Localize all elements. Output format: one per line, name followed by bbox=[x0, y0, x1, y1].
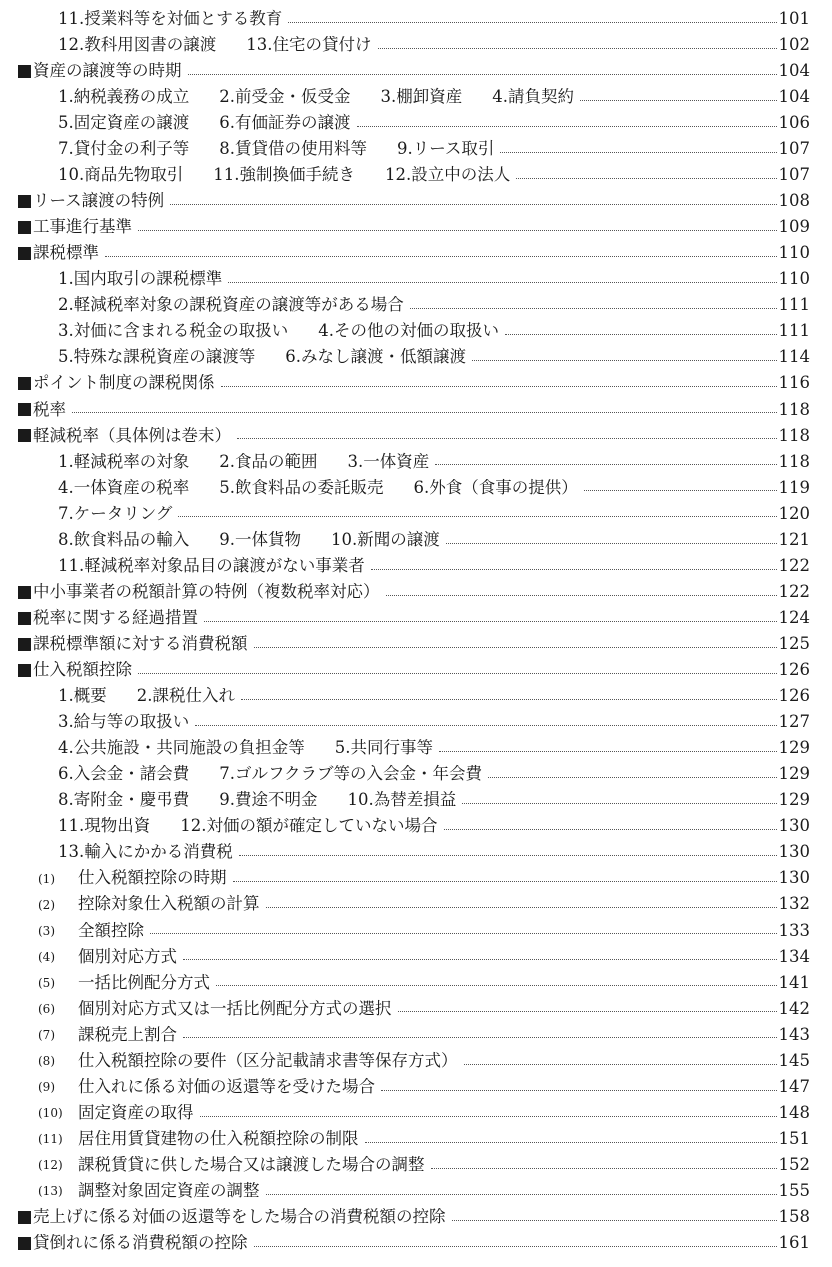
toc-section-entry[interactable] bbox=[0, 214, 832, 240]
page-number: 116 bbox=[778, 373, 810, 393]
toc-item-label: 仕入税額控除の要件（区分記載請求書等保存方式） bbox=[78, 1050, 458, 1070]
toc-entry-title bbox=[58, 349, 466, 366]
square-bullet-icon bbox=[18, 221, 31, 234]
item-number: (13) bbox=[38, 1184, 63, 1199]
toc-section-entry[interactable] bbox=[0, 58, 832, 84]
dot-leader bbox=[580, 100, 777, 101]
toc-item-label: 10.為替差損益 bbox=[347, 790, 457, 810]
page-number: 122 bbox=[778, 555, 810, 575]
toc-entry[interactable] bbox=[0, 866, 832, 892]
toc-item-label: 12.対価の額が確定していない場合 bbox=[180, 816, 438, 836]
page-number: 126 bbox=[778, 660, 810, 679]
toc-entry[interactable] bbox=[0, 475, 832, 501]
dot-leader bbox=[398, 1011, 777, 1012]
toc-entry-title bbox=[18, 245, 99, 262]
toc-entry-title bbox=[38, 870, 227, 887]
toc-entry-title bbox=[38, 1076, 375, 1096]
square-bullet-icon bbox=[18, 65, 31, 78]
square-bullet-icon bbox=[18, 1237, 31, 1250]
toc-entry-title bbox=[58, 112, 351, 132]
dot-leader bbox=[216, 985, 777, 986]
dot-leader bbox=[254, 647, 777, 648]
toc-entry-title bbox=[18, 662, 132, 679]
toc-entry[interactable] bbox=[0, 1152, 832, 1178]
toc-entry-title bbox=[38, 972, 210, 992]
toc-entry-title bbox=[38, 1024, 177, 1044]
page-number: 109 bbox=[778, 217, 810, 237]
toc-item-label: 2.食品の範囲 bbox=[219, 451, 318, 471]
square-bullet-icon bbox=[18, 377, 31, 390]
toc-entry[interactable] bbox=[0, 814, 832, 840]
page-number: 125 bbox=[778, 633, 810, 653]
toc-entry-title bbox=[58, 714, 189, 731]
dot-leader bbox=[266, 907, 777, 908]
toc-entry-title bbox=[18, 633, 248, 653]
toc-entry[interactable] bbox=[0, 1178, 832, 1204]
toc-item-label: 個別対応方式 bbox=[78, 946, 177, 966]
dot-leader bbox=[233, 881, 777, 882]
dot-leader bbox=[138, 673, 777, 674]
toc-entry[interactable] bbox=[0, 944, 832, 970]
toc-entry-title bbox=[38, 998, 392, 1018]
page-number: 121 bbox=[778, 529, 810, 549]
toc-item-label: 1.納税義務の成立 bbox=[58, 86, 190, 106]
toc-item-label: 6.入会金・諸会費 bbox=[58, 764, 190, 784]
page-number: 118 bbox=[778, 425, 810, 445]
page-number: 102 bbox=[778, 34, 810, 54]
toc-entry-title bbox=[38, 1050, 458, 1070]
dot-leader bbox=[138, 230, 777, 231]
item-number: (12) bbox=[38, 1158, 63, 1173]
toc-entry[interactable] bbox=[0, 84, 832, 110]
toc-entry-title bbox=[18, 425, 231, 445]
toc-section-entry[interactable] bbox=[0, 188, 832, 214]
page-number: 104 bbox=[778, 86, 810, 106]
toc-section-entry[interactable] bbox=[0, 423, 832, 449]
toc-item-label: 一括比例配分方式 bbox=[78, 972, 210, 992]
page-number: 133 bbox=[778, 920, 810, 940]
toc-entry-title bbox=[38, 920, 144, 940]
page-number: 114 bbox=[778, 347, 810, 367]
item-number: (10) bbox=[38, 1106, 63, 1121]
page-number: 127 bbox=[778, 712, 810, 732]
toc-item-label: 3.一体資産 bbox=[347, 451, 430, 471]
toc-entry[interactable] bbox=[0, 788, 832, 814]
toc-item-label: 仕入れに係る対価の返還等を受けた場合 bbox=[78, 1076, 375, 1096]
dot-leader bbox=[386, 595, 777, 596]
toc-item-label: 全額控除 bbox=[78, 920, 144, 940]
toc-item-label: 3.対価に含まれる税金の取扱い bbox=[58, 321, 289, 341]
toc-entry-title bbox=[18, 1209, 446, 1226]
page-number: 129 bbox=[778, 738, 810, 758]
dot-leader bbox=[439, 751, 777, 752]
dot-leader bbox=[464, 1064, 777, 1065]
dot-leader bbox=[72, 412, 777, 413]
item-number: (9) bbox=[38, 1080, 55, 1095]
dot-leader bbox=[357, 126, 777, 127]
page-number: 124 bbox=[778, 607, 810, 627]
toc-entry-title bbox=[58, 86, 574, 106]
toc-entry[interactable] bbox=[0, 970, 832, 996]
dot-leader bbox=[254, 1246, 777, 1247]
toc-item-label: 2.前受金・仮受金 bbox=[219, 86, 351, 106]
toc-entry[interactable] bbox=[0, 110, 832, 136]
toc-item-label: 税率に関する経過措置 bbox=[33, 607, 198, 627]
toc-item-label: 固定資産の取得 bbox=[78, 1102, 194, 1122]
dot-leader bbox=[105, 256, 777, 257]
toc-item-label: 1.概要 bbox=[58, 686, 107, 706]
square-bullet-icon bbox=[18, 664, 31, 677]
toc-entry-title bbox=[38, 1154, 425, 1174]
page-number: 118 bbox=[778, 451, 810, 471]
toc-item-label: 仕入税額控除の時期 bbox=[78, 868, 227, 888]
toc-section-entry[interactable] bbox=[0, 371, 832, 397]
dot-leader bbox=[435, 464, 776, 465]
dot-leader bbox=[584, 490, 777, 491]
toc-entry-title bbox=[58, 792, 456, 809]
toc-entry[interactable] bbox=[0, 32, 832, 58]
dot-leader bbox=[241, 699, 777, 700]
dot-leader bbox=[239, 855, 777, 856]
page-number: 101 bbox=[778, 8, 810, 28]
toc-entry[interactable] bbox=[0, 136, 832, 162]
page-number: 108 bbox=[778, 191, 810, 211]
toc-entry[interactable] bbox=[0, 840, 832, 866]
toc-item-label: 5.特殊な課税資産の譲渡等 bbox=[58, 347, 256, 367]
page-number: 148 bbox=[778, 1102, 810, 1122]
toc-entry-title bbox=[58, 141, 494, 158]
toc-entry[interactable] bbox=[0, 892, 832, 918]
toc-item-label: 課税売上割合 bbox=[78, 1024, 177, 1044]
dot-leader bbox=[462, 803, 776, 804]
dot-leader bbox=[516, 178, 776, 179]
dot-leader bbox=[446, 543, 777, 544]
dot-leader bbox=[195, 725, 776, 726]
page-number: 119 bbox=[778, 477, 810, 497]
page-number: 143 bbox=[778, 1024, 810, 1044]
toc-item-label: 6.みなし譲渡・低額譲渡 bbox=[285, 347, 466, 367]
toc-entry-title bbox=[58, 167, 510, 184]
square-bullet-icon bbox=[18, 247, 31, 260]
toc-section-entry[interactable] bbox=[0, 579, 832, 605]
item-number: (4) bbox=[38, 949, 55, 964]
toc-section-entry[interactable] bbox=[0, 657, 832, 683]
toc-item-label: 1.国内取引の課税標準 bbox=[58, 269, 223, 289]
toc-entry-title bbox=[58, 297, 404, 314]
page-number: 107 bbox=[778, 139, 810, 158]
toc-entry[interactable] bbox=[0, 1074, 832, 1100]
page-number: 152 bbox=[778, 1154, 810, 1174]
toc-item-label: 9.一体貨物 bbox=[219, 529, 301, 549]
toc-entry-title bbox=[18, 219, 132, 236]
dot-leader bbox=[410, 308, 777, 309]
square-bullet-icon bbox=[18, 1211, 31, 1224]
dot-leader bbox=[488, 777, 777, 778]
toc-item-label: 13.輸入にかかる消費税 bbox=[58, 842, 233, 862]
square-bullet-icon bbox=[18, 403, 31, 416]
toc-item-label: 12.教科用図書の譲渡 bbox=[58, 34, 217, 54]
page-number: 147 bbox=[778, 1076, 810, 1096]
toc-item-label: 10.商品先物取引 bbox=[58, 165, 184, 185]
page-number: 129 bbox=[778, 764, 810, 784]
page-number: 142 bbox=[778, 998, 810, 1018]
square-bullet-icon bbox=[18, 586, 31, 599]
toc-item-label: 5.飲食料品の委託販売 bbox=[219, 477, 384, 497]
toc-entry[interactable] bbox=[0, 345, 832, 371]
dot-leader bbox=[288, 22, 776, 23]
page-number: 151 bbox=[778, 1128, 810, 1148]
toc-item-label: 8.賃貸借の使用料等 bbox=[219, 139, 367, 158]
toc-item-label: 居住用賃貸建物の仕入税額控除の制限 bbox=[78, 1128, 359, 1148]
item-number: (8) bbox=[38, 1054, 55, 1068]
toc-section-entry[interactable] bbox=[0, 605, 832, 631]
toc-entry[interactable] bbox=[0, 6, 832, 32]
toc-entry[interactable] bbox=[0, 1100, 832, 1126]
toc-item-label: 工事進行基準 bbox=[33, 217, 132, 237]
toc-item-label: 11.軽減税率対象品目の譲渡がない事業者 bbox=[58, 555, 365, 575]
toc-section-entry[interactable] bbox=[0, 397, 832, 423]
toc-entry-title bbox=[18, 60, 182, 80]
dot-leader bbox=[505, 334, 777, 335]
dot-leader bbox=[183, 959, 777, 960]
page-number: 145 bbox=[778, 1050, 810, 1070]
square-bullet-icon bbox=[18, 638, 31, 651]
dot-leader bbox=[371, 569, 777, 570]
page-number: 106 bbox=[778, 112, 810, 132]
item-number: (1) bbox=[38, 871, 55, 886]
toc-entry-title bbox=[18, 399, 66, 419]
toc-entry[interactable] bbox=[0, 449, 832, 475]
page-number: 104 bbox=[778, 60, 810, 80]
toc-entry-title bbox=[38, 896, 260, 913]
toc-entry-title bbox=[38, 1102, 194, 1122]
toc-item-label: 控除対象仕入税額の計算 bbox=[78, 894, 260, 914]
toc-entry-title bbox=[38, 1183, 260, 1200]
toc-section-entry[interactable] bbox=[0, 631, 832, 657]
toc-item-label: 9.リース取引 bbox=[397, 139, 495, 158]
toc-item-label: 4.公共施設・共同施設の負担金等 bbox=[58, 738, 305, 758]
toc-item-label: 3.棚卸資産 bbox=[380, 86, 463, 106]
page-number: 130 bbox=[778, 868, 810, 888]
dot-leader bbox=[188, 74, 777, 75]
item-number: (6) bbox=[38, 1001, 55, 1016]
dot-leader bbox=[221, 386, 777, 387]
page-number: 161 bbox=[778, 1233, 810, 1253]
item-number: (11) bbox=[38, 1132, 63, 1147]
toc-item-label: 貸倒れに係る消費税額の控除 bbox=[33, 1233, 248, 1253]
toc-entry-title bbox=[58, 451, 430, 471]
dot-leader bbox=[452, 1220, 777, 1221]
toc-entry[interactable] bbox=[0, 1126, 832, 1152]
toc-entry[interactable] bbox=[0, 735, 832, 761]
toc-item-label: 4.一体資産の税率 bbox=[58, 477, 190, 497]
page-number: 134 bbox=[778, 946, 810, 966]
item-number: (7) bbox=[38, 1027, 55, 1042]
toc-item-label: 7.ゴルフクラブ等の入会金・年会費 bbox=[219, 764, 482, 784]
toc-entry-title bbox=[38, 1128, 359, 1148]
item-number: (3) bbox=[38, 923, 55, 938]
page-number: 130 bbox=[778, 816, 810, 836]
toc-item-label: 資産の譲渡等の時期 bbox=[33, 60, 182, 80]
toc-entry-title bbox=[58, 477, 578, 497]
toc-item-label: 1.軽減税率の対象 bbox=[58, 451, 190, 471]
toc-item-label: 5.固定資産の譲渡 bbox=[58, 112, 190, 132]
dot-leader bbox=[365, 1142, 777, 1143]
toc-entry-title bbox=[18, 581, 380, 601]
page-number: 107 bbox=[778, 165, 810, 185]
toc-item-label: 9.費途不明金 bbox=[219, 790, 318, 810]
toc-item-label: 7.貸付金の利子等 bbox=[58, 139, 190, 158]
toc-entry[interactable] bbox=[0, 683, 832, 709]
toc-item-label: 課税標準 bbox=[33, 243, 99, 263]
item-number: (2) bbox=[38, 897, 55, 912]
page-number: 111 bbox=[778, 321, 810, 341]
toc-item-label: 3.給与等の取扱い bbox=[58, 712, 190, 732]
toc-entry[interactable] bbox=[0, 1022, 832, 1048]
toc-section-entry[interactable] bbox=[0, 1204, 832, 1230]
dot-leader bbox=[266, 1194, 777, 1195]
dot-leader bbox=[183, 1037, 777, 1038]
toc-entry[interactable] bbox=[0, 501, 832, 527]
toc-item-label: 税率 bbox=[33, 399, 66, 419]
dot-leader bbox=[204, 621, 777, 622]
toc-entry-title bbox=[58, 529, 440, 549]
page-number: 110 bbox=[778, 269, 810, 289]
page-number: 130 bbox=[778, 842, 810, 862]
page-number: 158 bbox=[778, 1207, 810, 1227]
page-number: 155 bbox=[778, 1181, 810, 1200]
toc-item-label: 7.ケータリング bbox=[58, 503, 173, 523]
toc-entry-title bbox=[58, 34, 372, 54]
page-number: 110 bbox=[778, 243, 810, 263]
page-number: 141 bbox=[778, 972, 810, 992]
toc-item-label: 6.有価証券の譲渡 bbox=[219, 112, 351, 132]
toc-section-entry[interactable] bbox=[0, 1230, 832, 1256]
dot-leader bbox=[431, 1168, 777, 1169]
toc-entry-title bbox=[58, 740, 433, 757]
dot-leader bbox=[444, 829, 777, 830]
square-bullet-icon bbox=[18, 195, 31, 208]
toc-item-label: 10.新聞の譲渡 bbox=[331, 529, 440, 549]
dot-leader bbox=[200, 1116, 777, 1117]
square-bullet-icon bbox=[18, 612, 31, 625]
toc-section-entry[interactable] bbox=[0, 240, 832, 266]
page-number: 129 bbox=[778, 790, 810, 810]
toc-item-label: 個別対応方式又は一括比例配分方式の選択 bbox=[78, 998, 392, 1018]
toc-entry-title bbox=[38, 946, 177, 966]
toc-item-label: 4.請負契約 bbox=[492, 86, 574, 106]
page-number: 111 bbox=[778, 295, 810, 315]
toc-item-label: 5.共同行事等 bbox=[334, 738, 433, 758]
toc-item-label: ポイント制度の課税関係 bbox=[33, 373, 215, 393]
toc-entry-title bbox=[58, 8, 283, 28]
dot-leader bbox=[228, 282, 776, 283]
toc-item-label: 2.課税仕入れ bbox=[136, 686, 235, 706]
toc-entry-title bbox=[58, 688, 235, 705]
dot-leader bbox=[237, 438, 777, 439]
toc-item-label: 軽減税率（具体例は巻末） bbox=[33, 425, 231, 445]
toc-entry-title bbox=[58, 818, 438, 835]
toc-item-label: 課税賃貸に供した場合又は譲渡した場合の調整 bbox=[78, 1154, 425, 1174]
dot-leader bbox=[378, 48, 777, 49]
page-number: 132 bbox=[778, 894, 810, 914]
page-number: 120 bbox=[778, 503, 810, 523]
toc-entry-title bbox=[18, 1235, 248, 1252]
toc-entry[interactable] bbox=[0, 709, 832, 735]
toc-item-label: 6.外食（食事の提供） bbox=[413, 477, 578, 497]
toc-item-label: 8.寄附金・慶弔費 bbox=[58, 790, 190, 810]
toc-entry[interactable] bbox=[0, 918, 832, 944]
toc-entry-title bbox=[18, 193, 164, 210]
toc-entry-title bbox=[58, 323, 499, 340]
toc-entry-title bbox=[18, 607, 198, 627]
page-number: 118 bbox=[778, 399, 810, 419]
toc-entry[interactable] bbox=[0, 293, 832, 319]
page-number: 122 bbox=[778, 581, 810, 601]
toc-item-label: 調整対象固定資産の調整 bbox=[78, 1181, 260, 1200]
toc-item-label: 2.軽減税率対象の課税資産の譲渡等がある場合 bbox=[58, 295, 404, 315]
toc-item-label: リース譲渡の特例 bbox=[33, 191, 165, 211]
toc-item-label: 13.住宅の貸付け bbox=[246, 34, 372, 54]
toc-entry-title bbox=[58, 766, 482, 783]
toc-entry[interactable] bbox=[0, 996, 832, 1022]
dot-leader bbox=[170, 204, 776, 205]
toc-item-label: 12.設立中の法人 bbox=[385, 165, 511, 185]
toc-entry[interactable] bbox=[0, 553, 832, 579]
toc-entry[interactable] bbox=[0, 1048, 832, 1074]
toc-item-label: 売上げに係る対価の返還等をした場合の消費税額の控除 bbox=[33, 1207, 446, 1227]
toc-item-label: 11.強制換価手続き bbox=[213, 165, 355, 185]
item-number: (5) bbox=[38, 975, 55, 990]
toc-entry[interactable] bbox=[0, 527, 832, 553]
toc-entry-title bbox=[58, 503, 173, 523]
toc-item-label: 11.現物出資 bbox=[58, 816, 151, 836]
toc-entry-title bbox=[18, 375, 215, 392]
toc-item-label: 仕入税額控除 bbox=[33, 660, 132, 679]
toc-entry[interactable] bbox=[0, 761, 832, 787]
toc-item-label: 4.その他の対価の取扱い bbox=[318, 321, 499, 341]
toc-item-label: 8.飲食料品の輸入 bbox=[58, 529, 190, 549]
toc-entry-title bbox=[58, 555, 365, 575]
toc-entry[interactable] bbox=[0, 162, 832, 188]
dot-leader bbox=[500, 152, 776, 153]
toc-item-label: 中小事業者の税額計算の特例（複数税率対応） bbox=[33, 581, 380, 601]
dot-leader bbox=[178, 516, 776, 517]
toc-entry-title bbox=[58, 271, 222, 288]
toc-entry[interactable] bbox=[0, 319, 832, 345]
dot-leader bbox=[150, 933, 777, 934]
toc-item-label: 課税標準額に対する消費税額 bbox=[33, 633, 248, 653]
dot-leader bbox=[381, 1090, 777, 1091]
square-bullet-icon bbox=[18, 429, 31, 442]
toc-entry-title bbox=[58, 844, 233, 861]
toc-entry[interactable] bbox=[0, 267, 832, 293]
page-number: 126 bbox=[778, 686, 810, 706]
dot-leader bbox=[472, 360, 777, 361]
toc-item-label: 11.授業料等を対価とする教育 bbox=[58, 8, 283, 28]
